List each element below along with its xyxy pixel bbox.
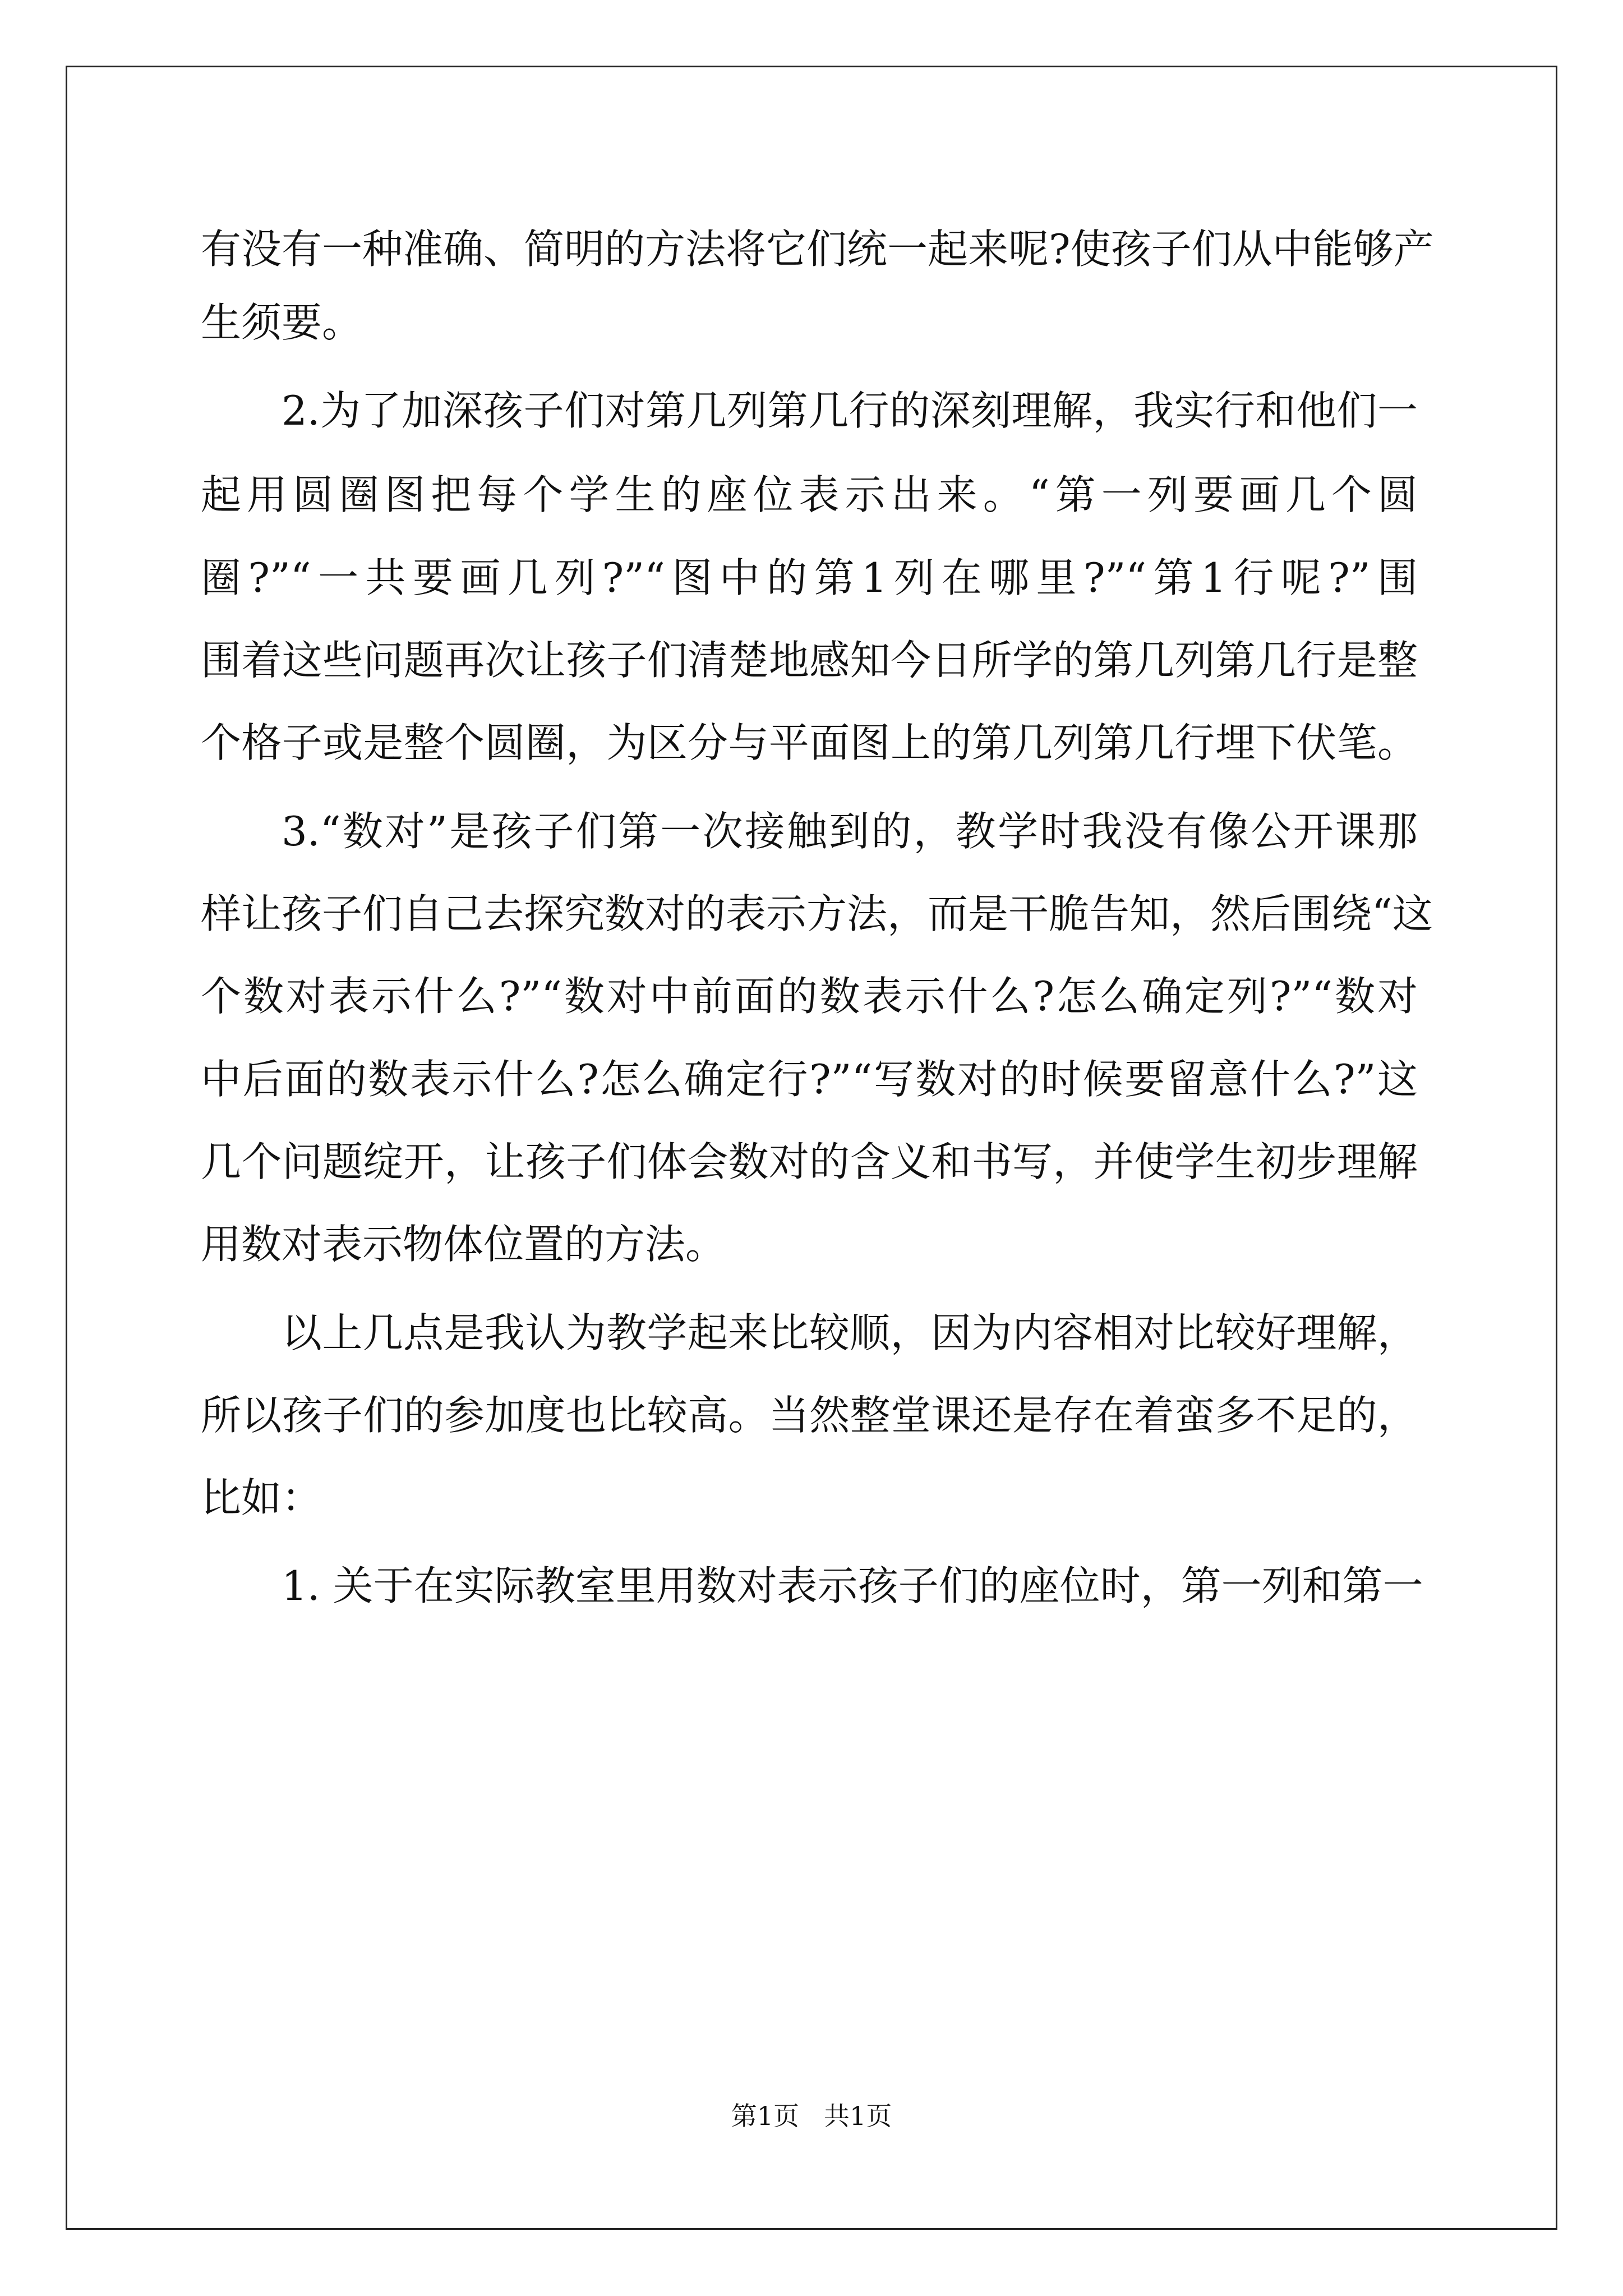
text-line: 生须要。	[201, 299, 363, 346]
text-line: 个格子或是整个圆圈，为区分与平面图上的第几列第几行埋下伏笔。	[201, 719, 1418, 766]
text-line: 以上几点是我认为教学起来比较顺，因为内容相对比较好理解，	[282, 1309, 1418, 1356]
text-line: 圈?”“一共要画几列?”“图中的第1列在哪里?”“第1行呢?”围	[201, 554, 1418, 601]
text-line: 起用圆圈图把每个学生的座位表示出来。“第一列要画几个圆	[201, 471, 1418, 518]
text-line: 2.为了加深孩子们对第几列第几行的深刻理解，我实行和他们一	[282, 387, 1418, 434]
text-line: 用数对表示物体位置的方法。	[201, 1221, 726, 1268]
text-line: 1. 关于在实际教室里用数对表示孩子们的座位时，第一列和第一	[282, 1562, 1423, 1609]
text-line: 中后面的数表示什么?怎么确定行?”“写数对的时候要留意什么?”这	[201, 1056, 1418, 1103]
page-footer	[0, 2099, 1623, 2133]
page-total: 共1页	[824, 2101, 892, 2131]
page-number: 第1页	[731, 2101, 799, 2131]
text-line: 有没有一种准确、简明的方法将它们统一起来呢?使孩子们从中能够产	[201, 226, 1434, 273]
text-line: 比如：	[201, 1474, 322, 1521]
text-line: 样让孩子们自己去探究数对的表示方法，而是干脆告知，然后围绕“这	[201, 890, 1433, 937]
text-line: 所以孩子们的参加度也比较高。当然整堂课还是存在着蛮多不足的，	[201, 1392, 1418, 1439]
text-line: 围着这些问题再次让孩子们清楚地感知今日所学的第几列第几行是整	[201, 637, 1418, 684]
text-line: 几个问题绽开，让孩子们体会数对的含义和书写，并使学生初步理解	[201, 1138, 1418, 1185]
text-line: 个数对表示什么?”“数对中前面的数表示什么?怎么确定列?”“数对	[201, 973, 1418, 1020]
text-line: 3.“数对”是孩子们第一次接触到的，教学时我没有像公开课那	[282, 808, 1418, 855]
